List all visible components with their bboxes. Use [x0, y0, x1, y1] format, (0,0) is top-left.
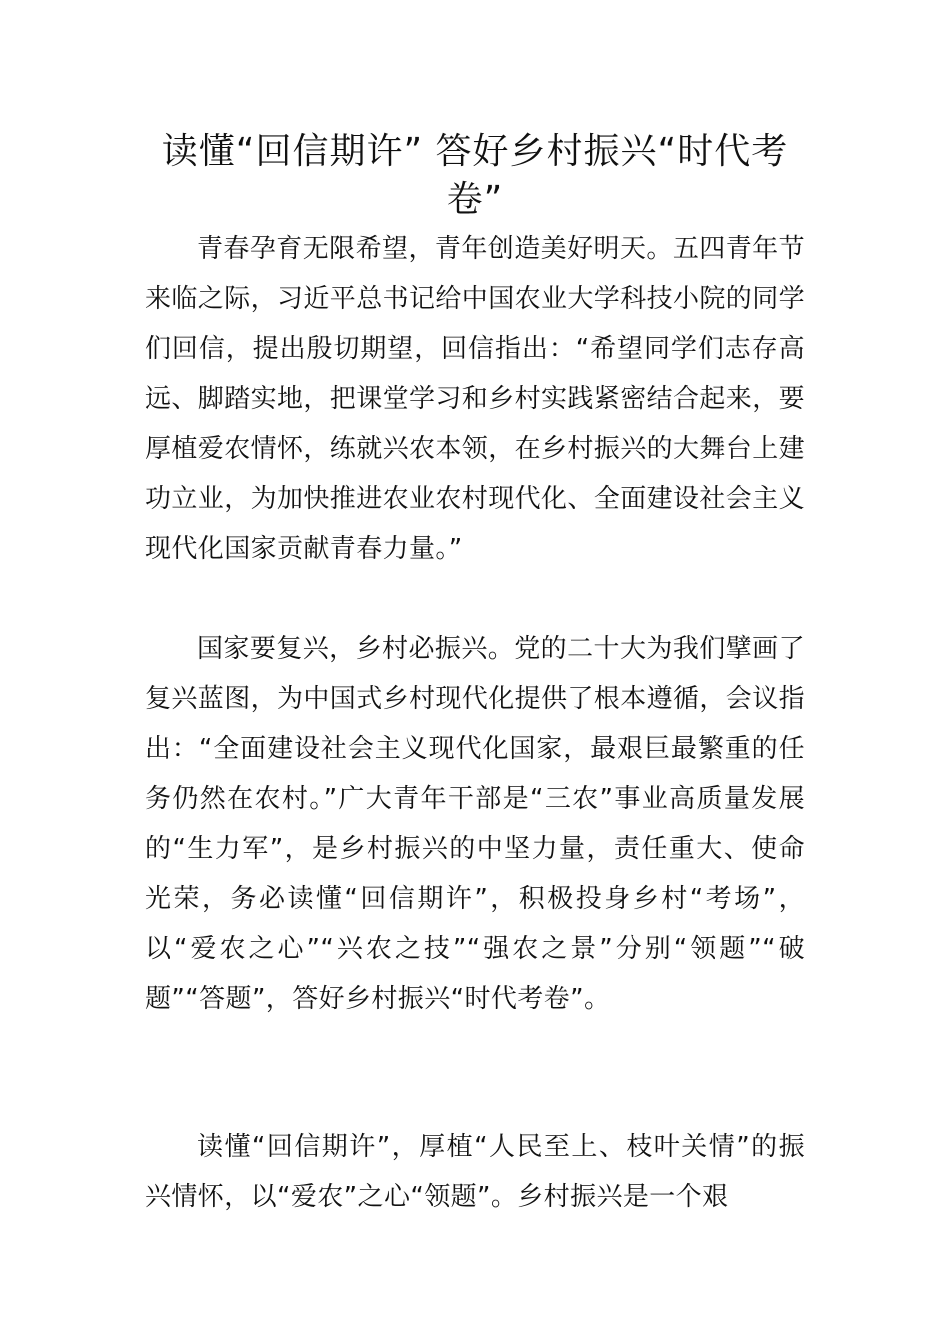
paragraph-3: 读懂“回信期许”，厚植“人民至上、枝叶关情”的振兴情怀，以“爱农”之心“领题”。乡村振兴是一个艰	[145, 1132, 805, 1212]
document-title: 读懂“回信期许” 答好乡村振兴“时代考卷”	[161, 131, 789, 220]
paragraph-2: 国家要复兴，乡村必振兴。党的二十大为我们擘画了复兴蓝图，为中国式乡村现代化提供了根本遵循，会议指出：“全面建设社会主义现代化国家，最艰巨最繁重的任务仍然在农村。”广大青年干部是“三农”事业高质量发展的“生力军”，是乡村振兴的中坚力量，责任重大、使命光荣，务必读懂“回信期许”，积极投身乡村“考场”，以“爱农之心”“兴农之技”“强农之景”分别“领题”“破题”“答题”，答好乡村振兴“时代考卷”。	[145, 634, 806, 1014]
paragraph-1: 青春孕育无限希望，青年创造美好明天。五四青年节来临之际，习近平总书记给中国农业大学科技小院的同学们回信，提出殷切期望，回信指出：“希望同学们志存高远、脚踏实地，把课堂学习和乡村实践紧密结合起来，要厚植爱农情怀，练就兴农本领，在乡村振兴的大舞台上建功立业，为加快推进农业农村现代化、全面建设社会主义现代化国家贡献青春力量。”	[145, 234, 806, 564]
